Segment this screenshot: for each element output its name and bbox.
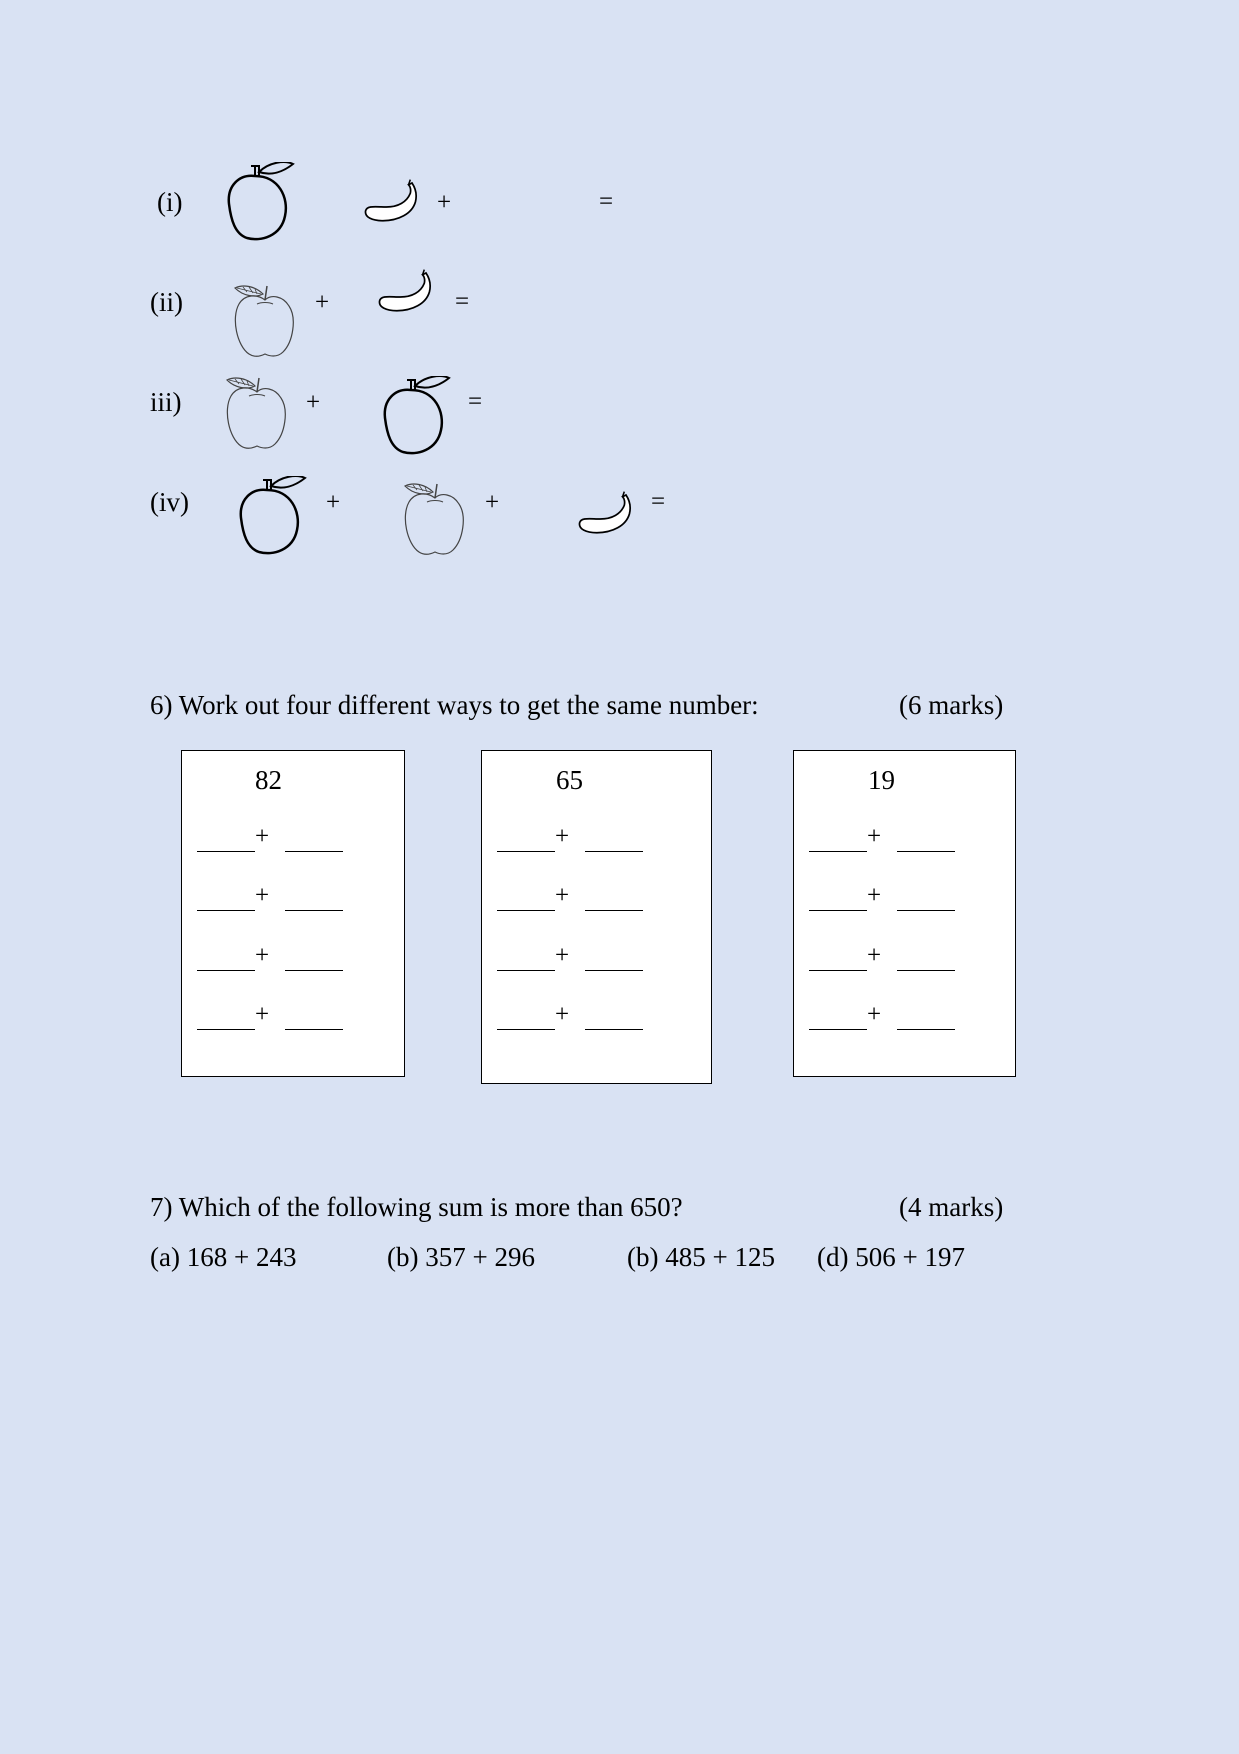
plus-sign: +	[255, 882, 270, 909]
plus-sign: +	[555, 1001, 570, 1028]
blank-field[interactable]	[897, 851, 955, 852]
plus-sign: +	[437, 189, 452, 216]
banana-icon	[364, 178, 424, 224]
plus-sign: +	[315, 289, 330, 316]
banana-icon	[378, 268, 438, 314]
option-d[interactable]: (d) 506 + 197	[817, 1242, 965, 1272]
plus-sign: +	[867, 882, 882, 909]
banana-icon	[578, 490, 638, 536]
mango-icon	[222, 162, 298, 242]
equals-sign: =	[468, 388, 483, 415]
question-6-text: 6) Work out four different ways to get the same number:	[150, 690, 759, 720]
blank-field[interactable]	[809, 1029, 867, 1030]
option-a[interactable]: (a) 168 + 243	[150, 1242, 297, 1272]
plus-sign: +	[326, 489, 341, 516]
option-b[interactable]: (b) 357 + 296	[387, 1242, 535, 1272]
blank-field[interactable]	[585, 851, 643, 852]
target-number: 65	[556, 765, 583, 795]
equals-sign: =	[651, 488, 666, 515]
question-7-text: 7) Which of the following sum is more than 650?	[150, 1192, 683, 1222]
blank-field[interactable]	[585, 970, 643, 971]
blank-field[interactable]	[585, 1029, 643, 1030]
blank-field[interactable]	[285, 851, 343, 852]
plus-sign: +	[555, 942, 570, 969]
row-label-i: (i)	[157, 187, 183, 217]
apple-icon	[220, 372, 292, 452]
blank-field[interactable]	[585, 910, 643, 911]
blank-field[interactable]	[497, 970, 555, 971]
apple-icon	[228, 280, 300, 360]
plus-sign: +	[867, 942, 882, 969]
blank-field[interactable]	[285, 1029, 343, 1030]
target-number: 82	[255, 765, 282, 795]
blank-field[interactable]	[197, 851, 255, 852]
plus-sign: +	[555, 882, 570, 909]
option-c[interactable]: (b) 485 + 125	[627, 1242, 775, 1272]
row-label-iii: iii)	[150, 387, 182, 417]
plus-sign: +	[255, 1001, 270, 1028]
plus-sign: +	[555, 823, 570, 850]
blank-field[interactable]	[809, 970, 867, 971]
plus-sign: +	[867, 1001, 882, 1028]
blank-field[interactable]	[809, 910, 867, 911]
plus-sign: +	[255, 942, 270, 969]
blank-field[interactable]	[497, 1029, 555, 1030]
blank-field[interactable]	[809, 851, 867, 852]
blank-field[interactable]	[897, 910, 955, 911]
blank-field[interactable]	[497, 910, 555, 911]
plus-sign: +	[306, 389, 321, 416]
plus-sign: +	[255, 823, 270, 850]
blank-field[interactable]	[897, 970, 955, 971]
blank-field[interactable]	[285, 910, 343, 911]
plus-sign: +	[485, 489, 500, 516]
row-label-iv: (iv)	[150, 487, 189, 517]
mango-icon	[378, 376, 454, 456]
equals-sign: =	[599, 188, 614, 215]
answer-box-82	[181, 750, 405, 1077]
blank-field[interactable]	[897, 1029, 955, 1030]
row-label-ii: (ii)	[150, 287, 183, 317]
answer-box-19	[793, 750, 1016, 1077]
blank-field[interactable]	[197, 910, 255, 911]
blank-field[interactable]	[497, 851, 555, 852]
mango-icon	[234, 476, 310, 556]
blank-field[interactable]	[285, 970, 343, 971]
blank-field[interactable]	[197, 1029, 255, 1030]
apple-icon	[398, 478, 470, 558]
question-7-marks: (4 marks)	[899, 1192, 1004, 1222]
equals-sign: =	[455, 288, 470, 315]
answer-box-65	[481, 750, 712, 1084]
plus-sign: +	[867, 823, 882, 850]
blank-field[interactable]	[197, 970, 255, 971]
target-number: 19	[868, 765, 895, 795]
question-6-marks: (6 marks)	[899, 690, 1004, 720]
